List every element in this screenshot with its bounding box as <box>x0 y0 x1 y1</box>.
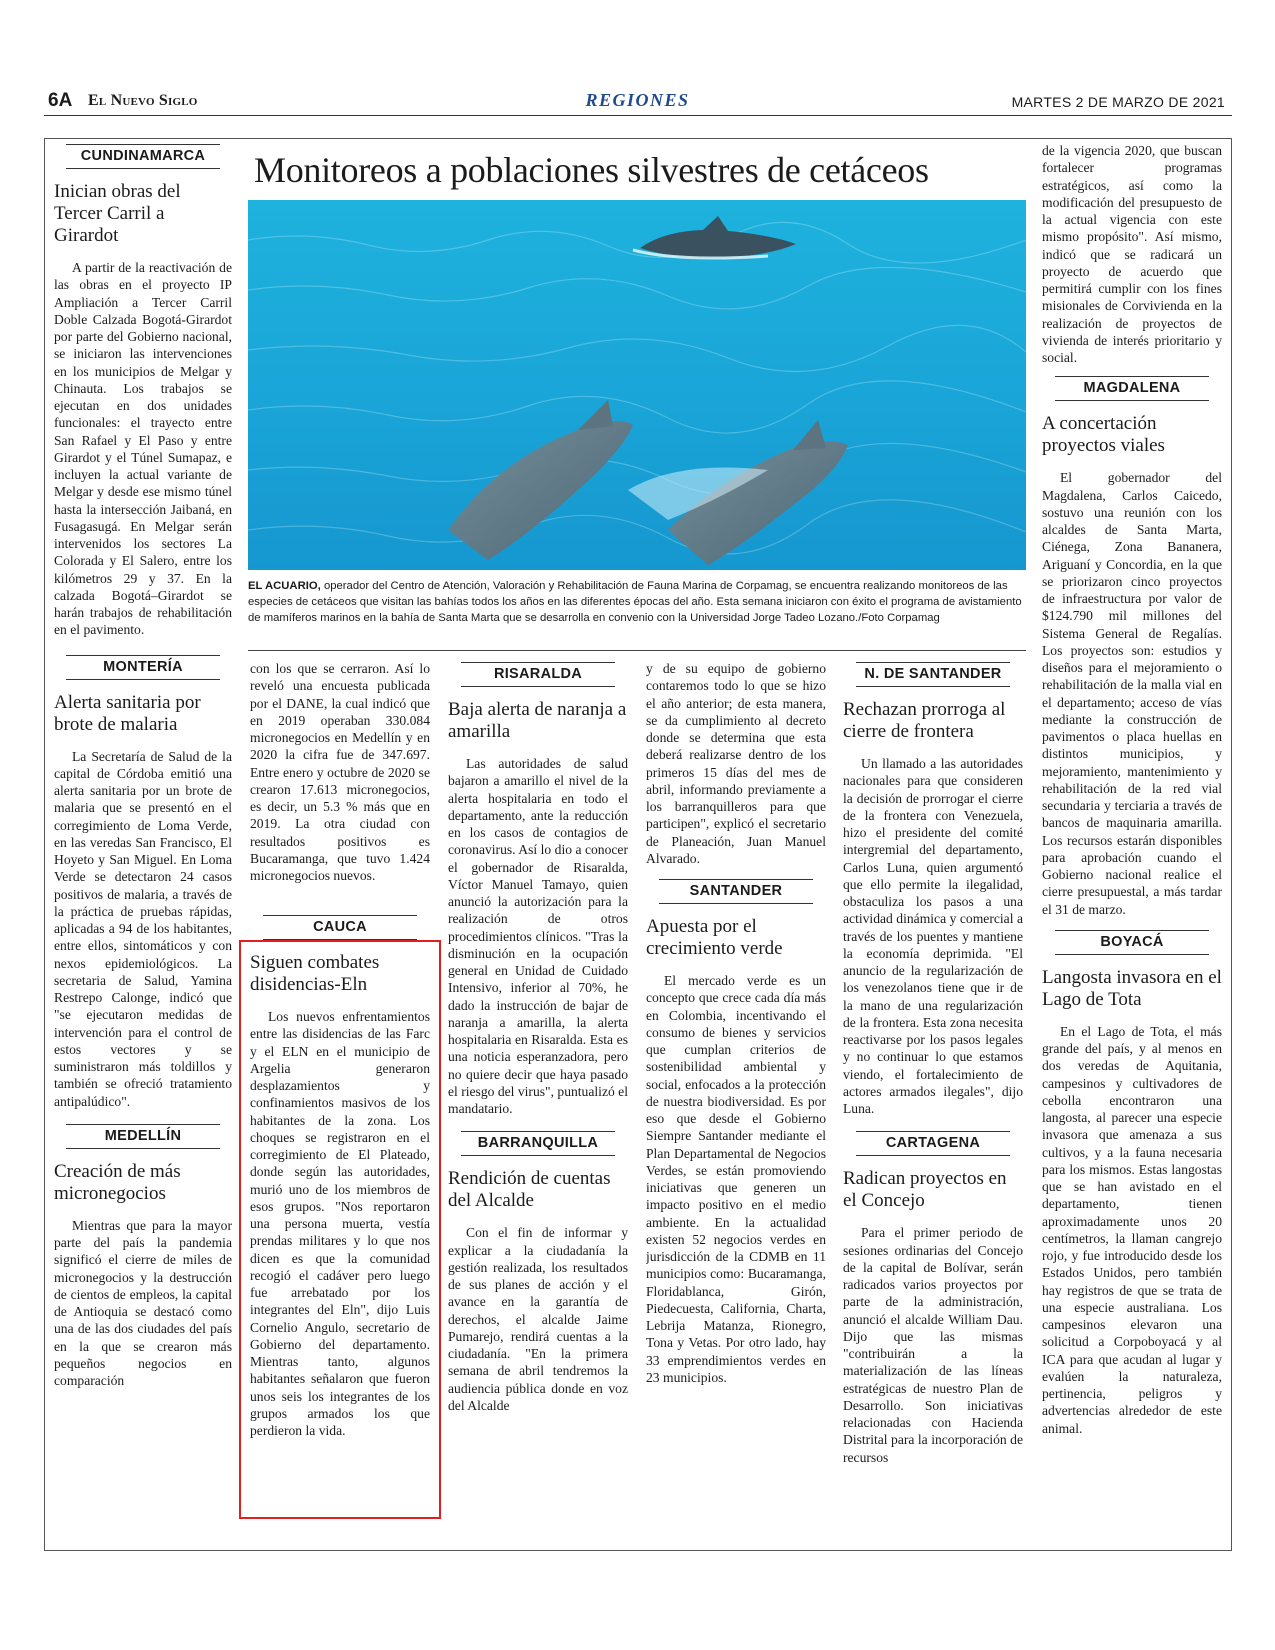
photo-caption <box>248 578 1026 626</box>
article-body: Los nuevos enfrentamientos entre las disidencias de las Farc y el ELN en el municipio de Argelia generaron desplazamientos y confinamientos masivos de los habitantes de la zona. Los choques se registraron en el corregimiento de El Plateado, donde según las autoridades, murió uno de los miembros de esos grupos. "Nos reportaron una persona muerta, vestía prendas militares y lo que nos dicen es que la comunidad recogió el cadáver pero luego fue arrebatado por los integrantes del Eln", dijo Luis Cornelio Angulo, secretario de Gobierno del departamento. Mientras tanto, algunos habitantes señalaron que fueron unos seis los integrantes de los grupos armados los que perdieron la vida. <box>250 1009 430 1438</box>
article-headline: Radican proyectos en el Concejo <box>843 1168 1007 1212</box>
caption-lead: EL ACUARIO, <box>248 580 321 592</box>
article-headline: Apuesta por el crecimiento verde <box>646 916 783 959</box>
section-tag: CARTAGENA <box>856 1131 1010 1156</box>
article-body: Las autoridades de salud bajaron a amarillo el nivel de la alerta hospitalaria en todo el departamento, ante la reducción en los casos de contagios de coronavirus. Así lo dio a conocer el gobernador de Risaralda, Víctor Manuel Tamayo, quien anunció la autorización para la realización de otros procedimientos clínicos. "Tras la disminución en la ocupación general en Unidad de Cuidado Intensivo, inferior al 70%, he dado la instrucción de bajar de naranja a amarilla, la alerta hospitalaria en Risaralda. Esta es una noticia esperanzadora, pero no quiere decir que haya pasado el riesgo del virus", puntualizó el mandatario. <box>448 756 628 1116</box>
article-body: Un llamado a las autoridades nacionales para que consideren la decisión de prorrogar el cierre de la frontera con Venezuela, hizo el presidente del comité intergremial del departamento, Carlos Luna, quien argumentó que ello permite la ilegalidad, obstaculiza los pasos a una actividad dinámica y comercial a través de los puentes y mantiene la economía deprimida. "El anuncio de la regularización de los venezolanos tiene que ir de la mano de una regularización de la frontera. Esta zona necesita reactivarse por los pasos legales y no continuar lo que estamos viendo, el fortalecimiento de actores armados ilegales", dijo Luna. <box>843 756 1023 1116</box>
page-number: 6A <box>48 90 73 111</box>
dolphins-illustration <box>248 200 1026 570</box>
highlight-box <box>239 940 441 1519</box>
article-headline: A concertación proyectos viales <box>1042 413 1165 457</box>
column-3 <box>448 662 628 1548</box>
section-tag: MONTERÍA <box>66 655 220 680</box>
article-medellin <box>54 1124 232 1390</box>
newspaper-name: El Nuevo Siglo <box>88 92 198 109</box>
caption-text: operador del Centro de Atención, Valoración y Rehabilitación de Fauna Marina de Corpamag, se encuentra realizando monitoreos de las especies de cetáceos que visitan las bahías todos los años en las diferentes épocas del año. Esta semana iniciaron con éxito el programa de avistamiento de mamíferos marinos en la bahía de Santa Marta que se desarrolla en convenio con la Universidad Jorge Tadeo Lozano./Foto Corpamag <box>248 580 1022 624</box>
article-barranquilla <box>448 1131 628 1414</box>
article-cartagena <box>843 1131 1023 1466</box>
article-body: El gobernador del Magdalena, Carlos Caicedo, sostuvo una reunión con los alcaldes de Santa Marta, Ciénega, Zona Bananera, Ariguaní y Concordia, en la que se priorizaron cinco proyectos de infraestructura por valor de $124.790 mil millones del Sistema General de Regalías. Los proyectos son: estudios y diseños para el mejoramiento o rehabilitación de la malla vial en el departamento; acceso de vías mediante la construcción de pavimentos o placa huellas en distintos municipios, y mejoramiento, mantenimiento y rehabilitación de la red vial secundaria y terciaria a través de bancos de maquinaria amarilla. Los recursos estarán disponibles para aprobación cuando el Gobierno nacional realice el cierre presupuestal, a más tardar el 31 de marzo. <box>1042 470 1222 917</box>
section-tag: SANTANDER <box>659 879 813 904</box>
article-body: Con el fin de informar y explicar a la ciudadanía la gestión realizada, los resultados de sus planes de acción y el avance en la garantía de derechos, el alcalde Jaime Pumarejo, rendirá cuentas a la ciudadanía. "En la primera semana de abril tendremos la audiencia pública donde en voz del Alcalde <box>448 1225 628 1413</box>
photo-rule <box>248 650 1026 651</box>
article-headline: Siguen combates disidencias-Eln <box>250 952 380 995</box>
article-santander <box>646 879 826 1386</box>
article-boyaca <box>1042 930 1222 1437</box>
section-tag: N. DE SANTANDER <box>856 662 1010 687</box>
article-headline: Inician obras del Tercer Carril a Girardot <box>54 181 181 246</box>
article-body: Para el primer periodo de sesiones ordinarias del Concejo de la capital de Bolívar, serán radicados varios proyectos por parte de la administración, anunció el alcalde William Dau. Dijo que las mismas "contribuirán a la materialización de las líneas estratégicas de nuestro Plan de Desarrollo. Son iniciativas relacionadas con Hacienda Distrital para la incorporación de recursos <box>843 1225 1023 1465</box>
article-body: A partir de la reactivación de las obras en el proyecto IP Ampliación a Tercer Carril Doble Calzada Bogotá-Girardot por parte del Gobierno nacional, se iniciaron las intervenciones en los municipios de Melgar y Chinauta. Los trabajos se ejecutan en dos unidades funcionales: el trayecto entre San Rafael y El Paso y entre Girardot y el Túnel Sumapaz, e incluyen la actual variante de Melgar y desde ese mismo túnel hasta la intersección Jaibaná, en Fusagasugá. En Melgar serán intervenidos los sectores La Colorada y El Salero, entre los kilómetros 29 y 37. En la calzada Bogotá–Girardot se harán trabajos de rehabilitación en el pavimento. <box>54 260 232 638</box>
article-monteria <box>54 655 232 1110</box>
section-tag: BOYACÁ <box>1055 930 1209 955</box>
article-continuation: y de su equipo de gobierno contaremos todo lo que se hizo el año anterior; de esta manera, se da cumplimiento al decreto donde se determina que esta deberá realizarse dentro de los primeros 15 días del mes de abril, informando previamente a los barranquilleros para que participen", explicó el secretario de Planeación, Juan Manuel Alvarado. <box>646 661 826 866</box>
section-title: REGIONES <box>585 90 690 110</box>
article-cundinamarca <box>54 144 232 639</box>
dolphins-photo <box>248 200 1026 570</box>
header-rule <box>44 115 1232 116</box>
article-body: En el Lago de Tota, el más grande del país, y al menos en dos veredas de Aquitania, campesinos y cultivadores de cebolla encontraron una langosta, al parecer una especie invasora que amenaza a sus cultivos, y a la fauna necesaria para los mismos. Estas langostas que se han avistado en el departamento, tienen aproximadamente unos 20 centímetros, la llaman cangrejo rojo, y fue introducido desde los Estados Unidos, pero también hay registros de que se trata de una especie australiana. Los campesinos elevaron una solicitud a Corpoboyacá y al ICA para que acudan al lugar y evalúen la naturaleza, pertinencia, peligros y advertencias alrededor de este animal. <box>1042 1023 1222 1436</box>
article-headline: Langosta invasora en el Lago de Tota <box>1042 966 1222 1010</box>
article-risaralda <box>448 662 628 1117</box>
section-tag: CAUCA <box>263 915 417 940</box>
column-5 <box>843 662 1023 1548</box>
article-body: El mercado verde es un concepto que crece cada día más en Colombia, incentivando el consumo de bienes y servicios que cumplan criterios de sostenibilidad ambiental y social, enfocados a la protección de nuestra biodiversidad. Es por eso que desde el Gobierno Siempre Santander mediante el Plan Departamental de Negocios Verdes, se están promoviendo iniciativas que generen un impacto positivo en el medio ambiente. En la actualidad existen 52 negocios verdes en jurisdicción de la CDMB en 11 municipios como: Bucaramanga, Floridablanca, Girón, Piedecuesta, California, Charta, Lebrija Matanza, Rionegro, Tona y Vetas. Por otro lado, hay 33 emprendimientos verdes en 23 municipios. <box>646 973 826 1385</box>
article-continuation: de la vigencia 2020, que buscan fortalecer programas estratégicos, así como la modificación del presupuesto de la actual vigencia con este mismo propósito". Así mismo, indicó que se radicará un proyecto de acuerdo que permitirá cumplir con los fines misionales de Corvivienda en la realización de proyectos de vivienda de interés prioritario y social. <box>1042 143 1222 365</box>
column-right <box>1042 142 1222 1548</box>
column-4 <box>646 660 826 1548</box>
article-headline: Creación de más micronegocios <box>54 1160 181 1204</box>
column-left <box>54 144 232 1548</box>
article-headline: Rendición de cuentas del Alcalde <box>448 1168 611 1212</box>
issue-date: MARTES 2 DE MARZO DE 2021 <box>1011 94 1225 110</box>
article-norte-santander <box>843 662 1023 1117</box>
article-body: Mientras que para la mayor parte del país la pandemia significó el cierre de miles de micronegocios y la destrucción de cientos de empleos, la capital de Antioquia se destacó como una de las dos ciudades del país en la que se crearon más pequeños negocios en comparación <box>54 1217 232 1388</box>
article-magdalena <box>1042 376 1222 918</box>
section-tag: CUNDINAMARCA <box>66 144 220 169</box>
section-tag: BARRANQUILLA <box>461 1131 615 1156</box>
section-tag: MEDELLÍN <box>66 1124 220 1149</box>
article-headline: Alerta sanitaria por brote de malaria <box>54 691 201 735</box>
feature-headline: Monitoreos a poblaciones silvestres de cetáceos <box>254 150 929 190</box>
article-body: La Secretaría de Salud de la capital de Córdoba emitió una alerta sanitaria por un brote de malaria que se presentó en el corregimiento de Loma Verde, en las veredas San Francisco, El Hoyeto y San Miguel. En Loma Verde se detectaron 24 casos positivos de malaria, a través de la práctica de pruebas rápidas, aplicadas a 94 de los habitantes, entre ellos, sintomáticos y con nexos epidemiológicos. La secretaria de Salud, Yamina Restrepo Calonge, indicó que "se ejecutaron medidas de intervención para el control de estos vectores y se suministraron más toldillos y también se ofreció tratamiento antipalúdico". <box>54 748 232 1109</box>
article-headline: Baja alerta de naranja a amarilla <box>448 699 627 742</box>
article-continuation: con los que se cerraron. Así lo reveló una encuesta publicada por el DANE, la cual indicó que en 2019 operaban 330.084 micronegocios en Medellín y en 2020 la cifra fue de 347.697. Entre enero y octubre de 2020 se crearon 17.613 micronegocios, es decir, un 5.3 % más que en 2019. La otra ciudad con resultados positivos es Bucaramanga, que tuvo 1.424 micronegocios nuevos. <box>250 661 430 883</box>
article-headline: Rechazan prorroga al cierre de frontera <box>843 699 1006 742</box>
section-tag: MAGDALENA <box>1055 376 1209 401</box>
section-tag: RISARALDA <box>461 662 615 687</box>
